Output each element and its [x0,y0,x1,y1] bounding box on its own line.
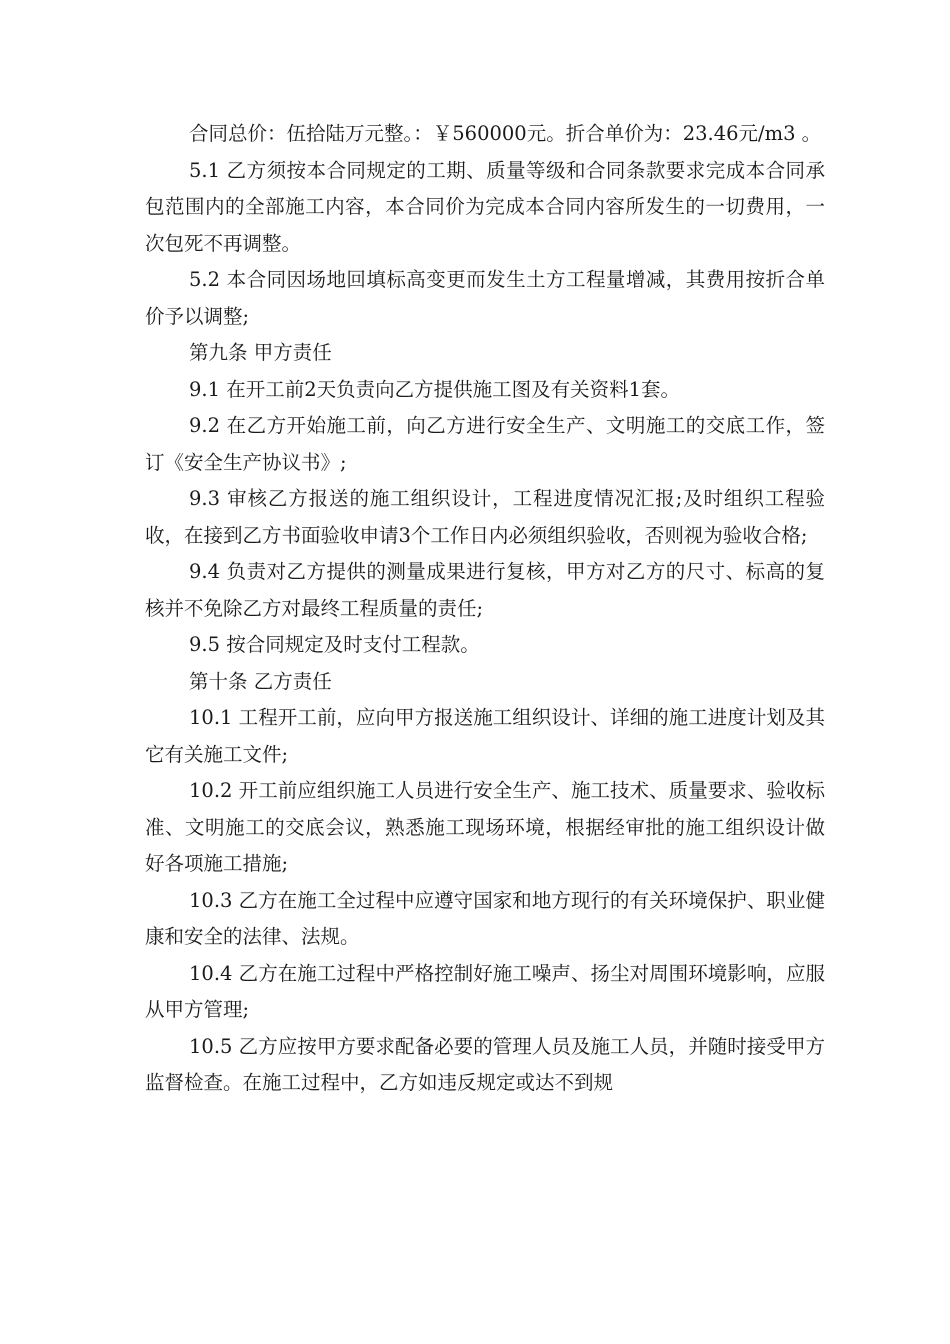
paragraph-9-5: 9.5 按合同规定及时支付工程款。 [189,633,480,656]
paragraph-5-1: 5.1 乙方须按本合同规定的工期、质量等级和合同条款要求完成本合同承包范围内的全部施工内容，本合同价为完成本合同内容所发生的一切费用，一次包死不再调整。 [145,158,825,255]
paragraph-10-4: 10.4 乙方在施工过程中严格控制好施工噪声、扬尘对周围环境影响，应服从甲方管理; [145,961,825,1021]
paragraph-10-5: 10.5 乙方应按甲方要求配备必要的管理人员及施工人员，并随时接受甲方监督检查。在施工过程中，乙方如违反规定或达不到规 [145,1034,825,1094]
paragraph-5-2: 5.2 本合同因场地回填标高变更而发生土方工程量增减，其费用按折合单价予以调整; [145,268,825,328]
paragraph-10-2: 10.2 开工前应组织施工人员进行安全生产、施工技术、质量要求、验收标准、文明施工的交底会议，熟悉施工现场环境，根据经审批的施工组织设计做好各项施工措施; [145,779,825,875]
section-heading-article-10: 第十条 乙方责任 [189,669,332,693]
paragraph-9-1: 9.1 在开工前2天负责向乙方提供施工图及有关资料1套。 [189,377,681,401]
document-body [145,116,825,1102]
paragraph-10-3: 10.3 乙方在施工全过程中应遵守国家和地方现行的有关环境保护、职业健康和安全的法律、法规。 [145,888,825,948]
paragraph-10-1: 10.1 工程开工前，应向甲方报送施工组织设计、详细的施工进度计划及其它有关施工文件; [145,706,825,766]
paragraph-9-4: 9.4 负责对乙方提供的测量成果进行复核，甲方对乙方的尺寸、标高的复核并不免除乙方对最终工程质量的责任; [145,560,825,620]
paragraph-9-2: 9.2 在乙方开始施工前，向乙方进行安全生产、文明施工的交底工作，签订《安全生产协议书》; [145,414,825,474]
paragraph-9-3: 9.3 审核乙方报送的施工组织设计，工程进度情况汇报;及时组织工程验收，在接到乙方书面验收申请3个工作日内必须组织验收，否则视为验收合格; [145,487,825,547]
paragraph-contract-price: 合同总价：伍拾陆万元整。：￥560000元。折合单价为：23.46元/m3 。 [189,122,822,145]
section-heading-article-9: 第九条 甲方责任 [189,341,332,364]
